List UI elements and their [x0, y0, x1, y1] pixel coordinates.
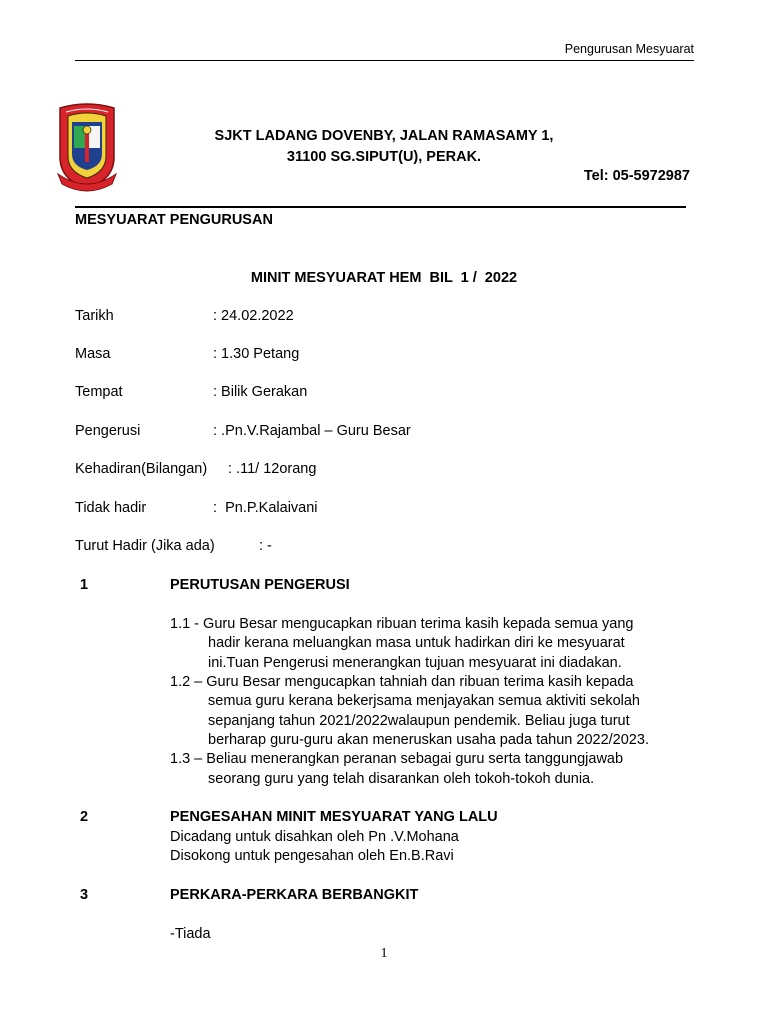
school-name-line1: SJKT LADANG DOVENBY, JALAN RAMASAMY 1, [214, 128, 554, 144]
tempat-label: Tempat [75, 384, 123, 400]
tidak-hadir-label: Tidak hadir [75, 500, 147, 516]
school-telephone: Tel: 05-5972987 [583, 168, 690, 184]
section-1-number: 1 [80, 577, 89, 593]
section-1-line: ini.Tuan Pengerusi menerangkan tujuan mesyuarat ini diadakan. [208, 655, 622, 671]
letterhead-rule [75, 206, 686, 208]
tarikh-value: : 24.02.2022 [213, 308, 294, 324]
tidak-hadir-value: : Pn.P.Kalaivani [213, 500, 318, 516]
minutes-title: MINIT MESYUARAT HEM BIL 1 / 2022 [250, 270, 518, 286]
school-address-line2: 31100 SG.SIPUT(U), PERAK. [286, 149, 482, 165]
section-2-heading: PENGESAHAN MINIT MESYUARAT YANG LALU [170, 809, 498, 825]
school-crest-icon [52, 102, 122, 192]
section-1-line: 1.3 – Beliau menerangkan peranan sebagai guru serta tanggungjawab [170, 751, 624, 767]
section-1-line: sepanjang tahun 2021/2022walaupun pendemik. Beliau juga turut [208, 713, 630, 729]
tarikh-label: Tarikh [75, 308, 114, 324]
kehadiran-label: Kehadiran(Bilangan) [75, 461, 208, 477]
pengerusi-value: : .Pn.V.Rajambal – Guru Besar [213, 423, 411, 439]
header-rule [75, 60, 694, 61]
section-1-line: seorang guru yang telah disarankan oleh tokoh-tokoh dunia. [208, 771, 595, 787]
section-1-line: hadir kerana meluangkan masa untuk hadirkan diri ke mesyuarat [208, 635, 625, 651]
section-2-line: Dicadang untuk disahkan oleh Pn .V.Mohana [170, 829, 459, 845]
turut-hadir-label: Turut Hadir (Jika ada) [75, 538, 215, 554]
section-1-line: berharap guru-guru akan meneruskan usaha pada tahun 2022/2023. [208, 732, 649, 748]
section-1-line: 1.1 - Guru Besar mengucapkan ribuan terima kasih kepada semua yang [170, 616, 634, 632]
masa-value: : 1.30 Petang [213, 346, 300, 362]
section-3-heading: PERKARA-PERKARA BERBANGKIT [170, 887, 419, 903]
section-1-line: 1.2 – Guru Besar mengucapkan tahniah dan ribuan terima kasih kepada [170, 674, 634, 690]
page-number: 1 [380, 946, 388, 961]
section-2-number: 2 [80, 809, 89, 825]
turut-hadir-value: : - [259, 538, 272, 554]
masa-label: Masa [75, 346, 111, 362]
section-2-line: Disokong untuk pengesahan oleh En.B.Ravi [170, 848, 454, 864]
pengerusi-label: Pengerusi [75, 423, 141, 439]
section-3-line: -Tiada [170, 926, 211, 942]
doc-type: MESYUARAT PENGURUSAN [75, 212, 273, 228]
running-header: Pengurusan Mesyuarat [564, 42, 694, 56]
section-1-line: semua guru kerana bekerjsama menjayakan semua aktiviti sekolah [208, 693, 640, 709]
kehadiran-value: : .11/ 12orang [228, 461, 317, 477]
section-1-heading: PERUTUSAN PENGERUSI [170, 577, 350, 593]
section-3-number: 3 [80, 887, 89, 903]
tempat-value: : Bilik Gerakan [213, 384, 308, 400]
